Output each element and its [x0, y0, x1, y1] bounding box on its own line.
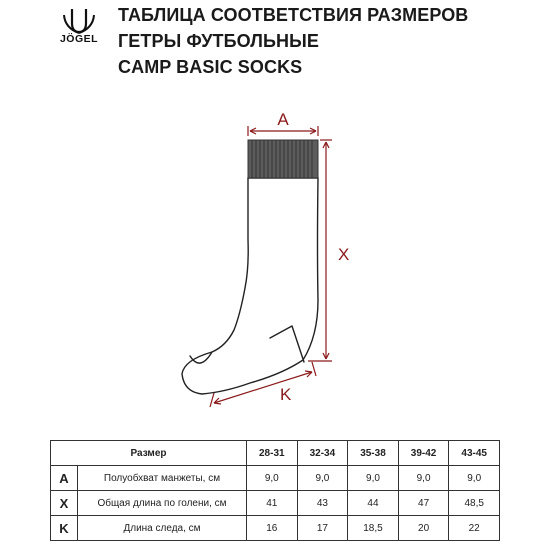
table-cell: 44: [348, 491, 399, 516]
size-header: 28-31: [247, 441, 298, 466]
table-cell: 47: [398, 491, 449, 516]
label-a: A: [277, 110, 289, 129]
row-label: Общая длина по голени, см: [78, 491, 247, 516]
table-cell: 9,0: [398, 466, 449, 491]
table-cell: 17: [297, 516, 348, 541]
row-code: X: [51, 491, 78, 516]
title-line-3: CAMP BASIC SOCKS: [118, 57, 303, 77]
table-cell: 9,0: [449, 466, 500, 491]
title-line-1: ТАБЛИЦА СООТВЕТСТВИЯ РАЗМЕРОВ: [118, 5, 469, 25]
size-header: 32-34: [297, 441, 348, 466]
label-x: X: [338, 245, 350, 264]
sock-cuff: [248, 140, 318, 178]
row-label: Полуобхват манжеты, см: [78, 466, 247, 491]
label-k: K: [280, 385, 292, 404]
table-row: [51, 516, 500, 541]
table-cell: 16: [247, 516, 298, 541]
sock-diagram: [0, 100, 550, 440]
table-cell: 20: [398, 516, 449, 541]
logo-text: JÖGEL: [59, 33, 99, 45]
table-cell: 48,5: [449, 491, 500, 516]
table-cell: 9,0: [297, 466, 348, 491]
table-cell: 9,0: [247, 466, 298, 491]
table-cell: 18,5: [348, 516, 399, 541]
dimension-k: [210, 362, 316, 407]
row-code: A: [51, 466, 78, 491]
row-code: K: [51, 516, 78, 541]
title-line-2: ГЕТРЫ ФУТБОЛЬНЫЕ: [118, 31, 319, 51]
row-label: Длина следа, см: [78, 516, 247, 541]
table-row: [51, 491, 500, 516]
table-row: [51, 466, 500, 491]
table-cell: 41: [247, 491, 298, 516]
table-header-row: [51, 441, 500, 466]
sock-outline: [182, 178, 318, 394]
table-cell: 9,0: [348, 466, 399, 491]
size-header: 35-38: [348, 441, 399, 466]
table-cell: 22: [449, 516, 500, 541]
table-cell: 43: [297, 491, 348, 516]
size-header: 39-42: [398, 441, 449, 466]
table-header-label: Размер: [51, 441, 247, 466]
size-header: 43-45: [449, 441, 500, 466]
size-table: [50, 440, 500, 541]
